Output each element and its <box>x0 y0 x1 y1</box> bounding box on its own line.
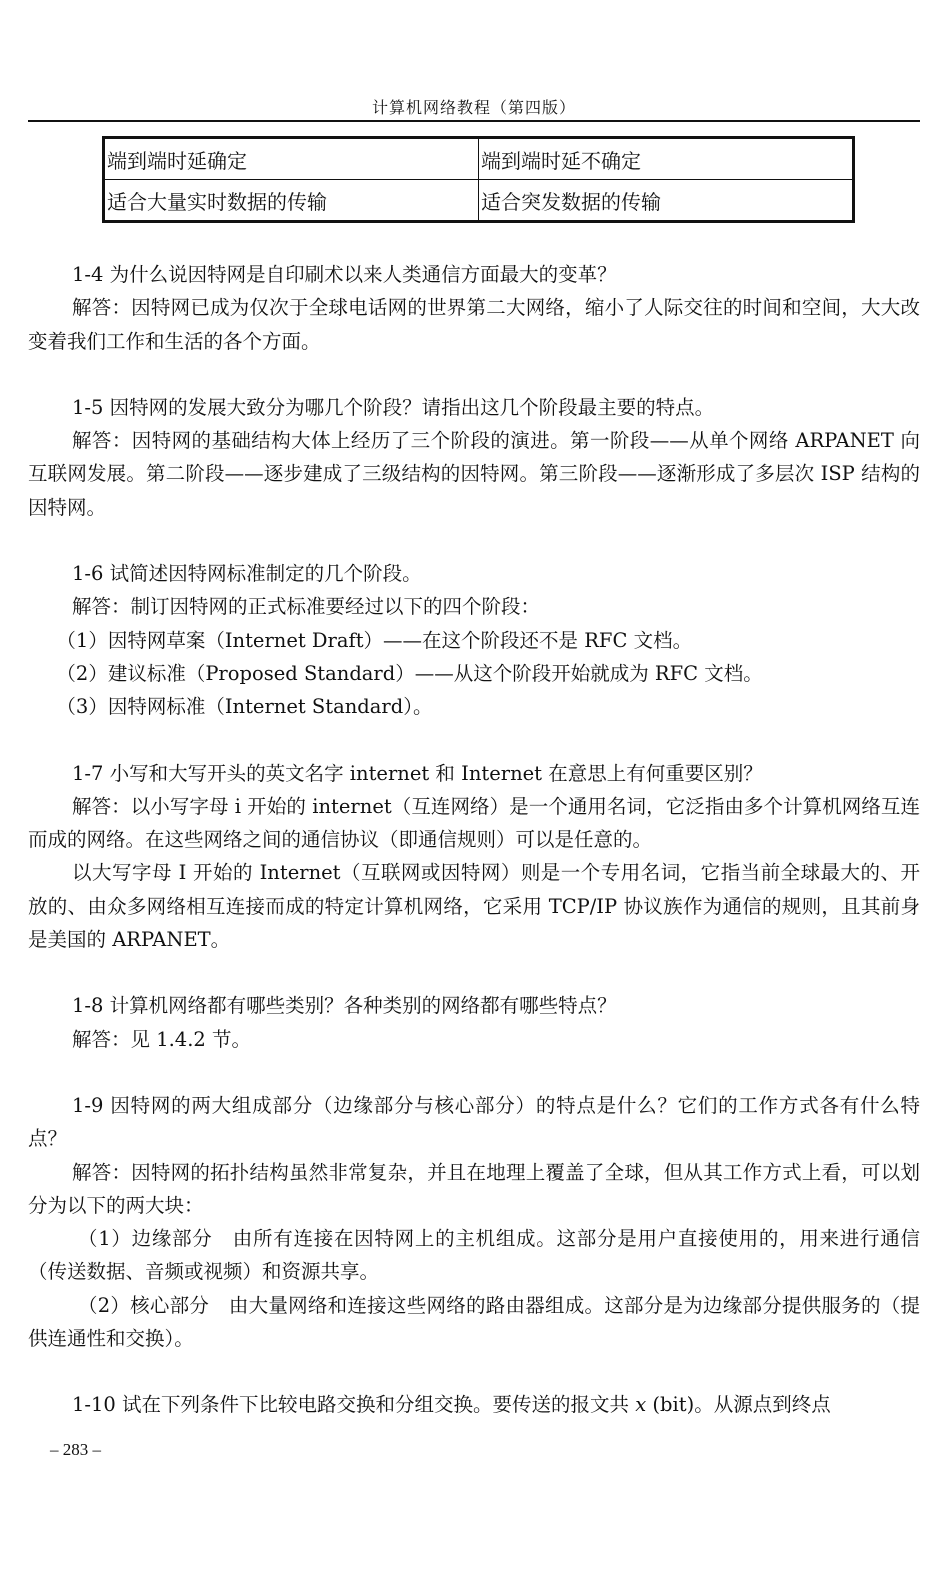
question-1-5: 1-5 因特网的发展大致分为哪几个阶段？请指出这几个阶段最主要的特点。 <box>72 395 715 419</box>
main-content <box>28 258 920 1422</box>
question-1-7: 1-7 小写和大写开头的英文名字 internet 和 Internet 在意思上有何重要区别？ <box>72 761 763 785</box>
answer-1-7-part1: 解答：以小写字母 i 开始的 internet（互连网络）是一个通用名词，它泛指由多个计算机网络互连而成的网络。在这些网络之间的通信协议（即通信规则）可以是任意的。 <box>28 794 920 852</box>
question-1-4: 1-4 为什么说因特网是自印刷术以来人类通信方面最大的变革？ <box>72 263 617 286</box>
question-1-10-end: (bit)。从源点到终点 <box>646 1393 831 1417</box>
question-1-10-start: 1-10 试在下列条件下比较电路交换和分组交换。要传送的报文共 <box>72 1393 636 1417</box>
answer-1-8: 解答：见 1.4.2 节。 <box>72 1027 252 1051</box>
running-header <box>28 96 920 122</box>
answer-1-9-edge-part: （1）边缘部分 由所有连接在因特网上的主机组成。这部分是用户直接使用的，用来进行通信（传送数据、音频或视频）和资源共享。 <box>28 1227 920 1284</box>
table-cell: 适合突发数据的传输 <box>479 180 854 222</box>
comparison-table <box>102 136 855 223</box>
answer-1-9-core-part: （2）核心部分 由大量网络和连接这些网络的路由器组成。这部分是为边缘部分提供服务的（提供连通性和交换）。 <box>28 1293 920 1351</box>
page-number: – 283 – <box>50 1440 101 1459</box>
answer-1-5: 解答：因特网的基础结构大体上经历了三个阶段的演进。第一阶段——从单个网络 ARPANET 向互联网发展。第二阶段——逐步建成了三级结构的因特网。第三阶段——逐渐形成了多层次 ISP 结构的因特网。 <box>28 429 920 519</box>
list-item: （3）因特网标准（Internet Standard）。 <box>56 695 433 719</box>
table-row <box>104 138 854 180</box>
list-item: （1）因特网草案（Internet Draft）——在这个阶段还不是 RFC 文档。 <box>56 628 693 652</box>
book-title: 计算机网络教程（第四版） <box>371 98 576 117</box>
answer-1-4: 解答：因特网已成为仅次于全球电话网的世界第二大网络，缩小了人际交往的时间和空间，大大改变着我们工作和生活的各个方面。 <box>28 296 920 353</box>
answer-1-6: 解答：制订因特网的正式标准要经过以下的四个阶段： <box>72 595 541 619</box>
table-cell: 端到端时延不确定 <box>479 138 854 180</box>
question-1-8: 1-8 计算机网络都有哪些类别？各种类别的网络都有哪些特点？ <box>72 994 617 1018</box>
question-1-9: 1-9 因特网的两大组成部分（边缘部分与核心部分）的特点是什么？它们的工作方式各有什么特点？ <box>28 1093 920 1151</box>
list-item: （2）建议标准（Proposed Standard）——从这个阶段开始就成为 RFC 文档。 <box>56 661 763 685</box>
table-row <box>104 180 854 222</box>
question-1-6: 1-6 试简述因特网标准制定的几个阶段。 <box>72 562 422 586</box>
table-cell: 端到端时延确定 <box>104 138 479 180</box>
question-1-10 <box>28 1388 920 1421</box>
answer-1-9: 解答：因特网的拓扑结构虽然非常复杂，并且在地理上覆盖了全球，但从其工作方式上看，可以划分为以下的两大块： <box>28 1160 920 1217</box>
answer-1-7-part2: 以大写字母 I 开始的 Internet（互联网或因特网）则是一个专用名词，它指当前全球最大的、开放的、由众多网络相互连接而成的特定计算机网络，它采用 TCP/IP 协议族作为通信的规则，且其前身是美国的 ARPANET。 <box>28 861 920 952</box>
table-cell: 适合大量实时数据的传输 <box>104 180 479 222</box>
variable-x: x <box>635 1393 647 1417</box>
